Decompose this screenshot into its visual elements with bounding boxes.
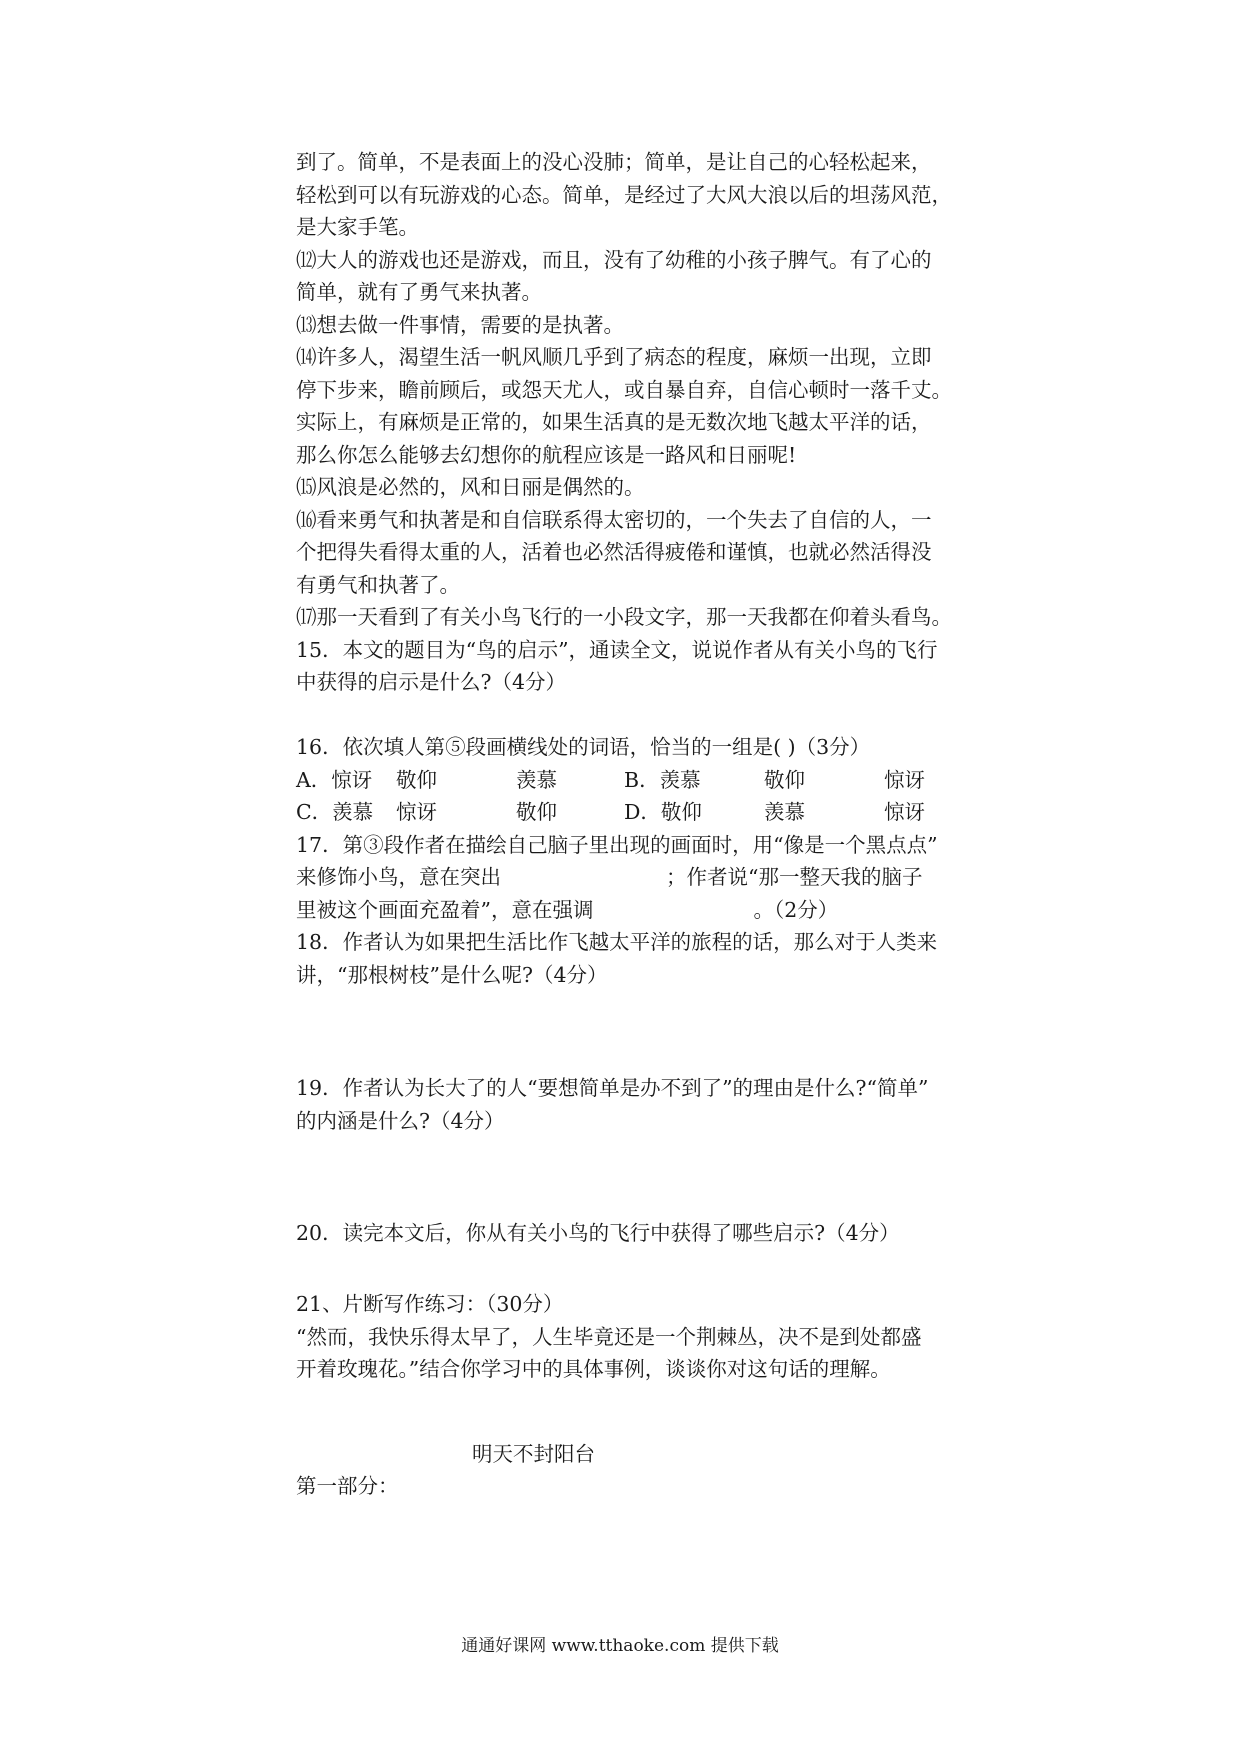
paragraph-line: 简单，就有了勇气来执著。 <box>296 280 542 304</box>
question-17-cont: 里被这个画面充盈着”，意在强调 。（2分） <box>296 897 839 922</box>
paragraph-13: ⒀想去做一件事情，需要的是执著。 <box>296 312 624 337</box>
next-article-title: 明天不封阳台 <box>472 1441 595 1466</box>
option-d-word3: 惊讶 <box>884 800 925 824</box>
option-a-word3: 羡慕 <box>516 767 557 792</box>
paragraph-line: 那么你怎么能够去幻想你的航程应该是一路风和日丽呢! <box>296 442 797 467</box>
option-a-word2: 敬仰 <box>396 767 437 792</box>
option-a: A．惊讶 <box>296 767 373 792</box>
answer-space <box>296 1137 996 1217</box>
question-20: 20．读完本文后，你从有关小鸟的飞行中获得了哪些启示?（4分） <box>296 1221 900 1245</box>
paragraph-line: 有勇气和执著了。 <box>296 572 460 597</box>
option-c-word2: 惊讶 <box>396 800 437 824</box>
answer-space <box>296 991 996 1056</box>
question-17: 17．第③段作者在描绘自己脑子里出现的画面时，用“像是一个黑点点” <box>296 832 938 857</box>
question-21-quote: “然而，我快乐得太早了，人生毕竟还是一个荆棘丛，决不是到处都盛 <box>296 1324 922 1349</box>
paragraph-line: 到了。简单，不是表面上的没心没肺；简单，是让自己的心轻松起来， <box>296 150 932 174</box>
question-15: 15．本文的题目为“鸟的启示”，通读全文，说说作者从有关小鸟的飞行 <box>296 637 938 662</box>
option-b-word3: 惊讶 <box>884 767 925 792</box>
option-d-word2: 羡慕 <box>764 800 805 824</box>
options-row-ab <box>296 764 996 797</box>
answer-space <box>296 699 996 732</box>
paragraph-line: 轻松到可以有玩游戏的心态。简单，是经过了大风大浪以后的坦荡风范， <box>296 182 952 207</box>
paragraph-line: 是大家手笔。 <box>296 215 419 239</box>
page-footer: 通通好课网 www.tthaoke.com 提供下载 <box>461 1636 779 1656</box>
paragraph-15: ⒂风浪是必然的，风和日丽是偶然的。 <box>296 475 645 499</box>
question-16: 16．依次填人第⑤段画横线处的词语，恰当的一组是( )（3分） <box>296 735 871 759</box>
question-21-quote-cont: 开着玫瑰花。”结合你学习中的具体事例，谈谈你对这句话的理解。 <box>296 1357 891 1381</box>
document-body <box>296 146 996 1503</box>
paragraph-line: 个把得失看得太重的人，活着也必然活得疲倦和谨慎，也就必然活得没 <box>296 540 932 564</box>
paragraph-14: ⒁许多人，渴望生活一帆风顺几乎到了病态的程度，麻烦一出现，立即 <box>296 345 932 369</box>
question-15-cont: 中获得的启示是什么?（4分） <box>296 670 567 694</box>
paragraph-12: ⑿大人的游戏也还是游戏，而且，没有了幼稚的小孩子脾气。有了心的 <box>296 247 932 272</box>
options-row-cd <box>296 796 996 829</box>
paragraph-16: ⒃看来勇气和执著是和自信联系得太密切的，一个失去了自信的人，一 <box>296 507 932 532</box>
question-21: 21、片断写作练习：（30分） <box>296 1292 564 1316</box>
option-c-word3: 敬仰 <box>516 800 557 824</box>
option-b-word2: 敬仰 <box>764 767 805 792</box>
part-label: 第一部分： <box>296 1474 399 1498</box>
paragraph-line: 停下步来，瞻前顾后，或怨天尤人，或自暴自弃，自信心顿时一落千丈。 <box>296 377 952 402</box>
question-18: 18．作者认为如果把生活比作飞越太平洋的旅程的话，那么对于人类来 <box>296 930 938 954</box>
answer-space <box>296 1250 996 1283</box>
option-d: D．敬仰 <box>624 800 702 824</box>
option-b: B．羡慕 <box>624 767 701 792</box>
question-18-cont: 讲，“那根树枝”是什么呢?（4分） <box>296 962 608 987</box>
question-17-cont: 来修饰小鸟，意在突出 ；作者说“那一整天我的脑子 <box>296 865 923 889</box>
paragraph-17: ⒄那一天看到了有关小鸟飞行的一小段文字，那一天我都在仰着头看鸟。 <box>296 605 952 629</box>
question-19-cont: 的内涵是什么?（4分） <box>296 1108 505 1133</box>
question-19: 19．作者认为长大了的人“要想简单是办不到了”的理由是什么?“简单” <box>296 1076 929 1100</box>
paragraph-line: 实际上，有麻烦是正常的，如果生活真的是无数次地飞越太平洋的话， <box>296 410 932 434</box>
option-c: C．羡慕 <box>296 800 374 824</box>
